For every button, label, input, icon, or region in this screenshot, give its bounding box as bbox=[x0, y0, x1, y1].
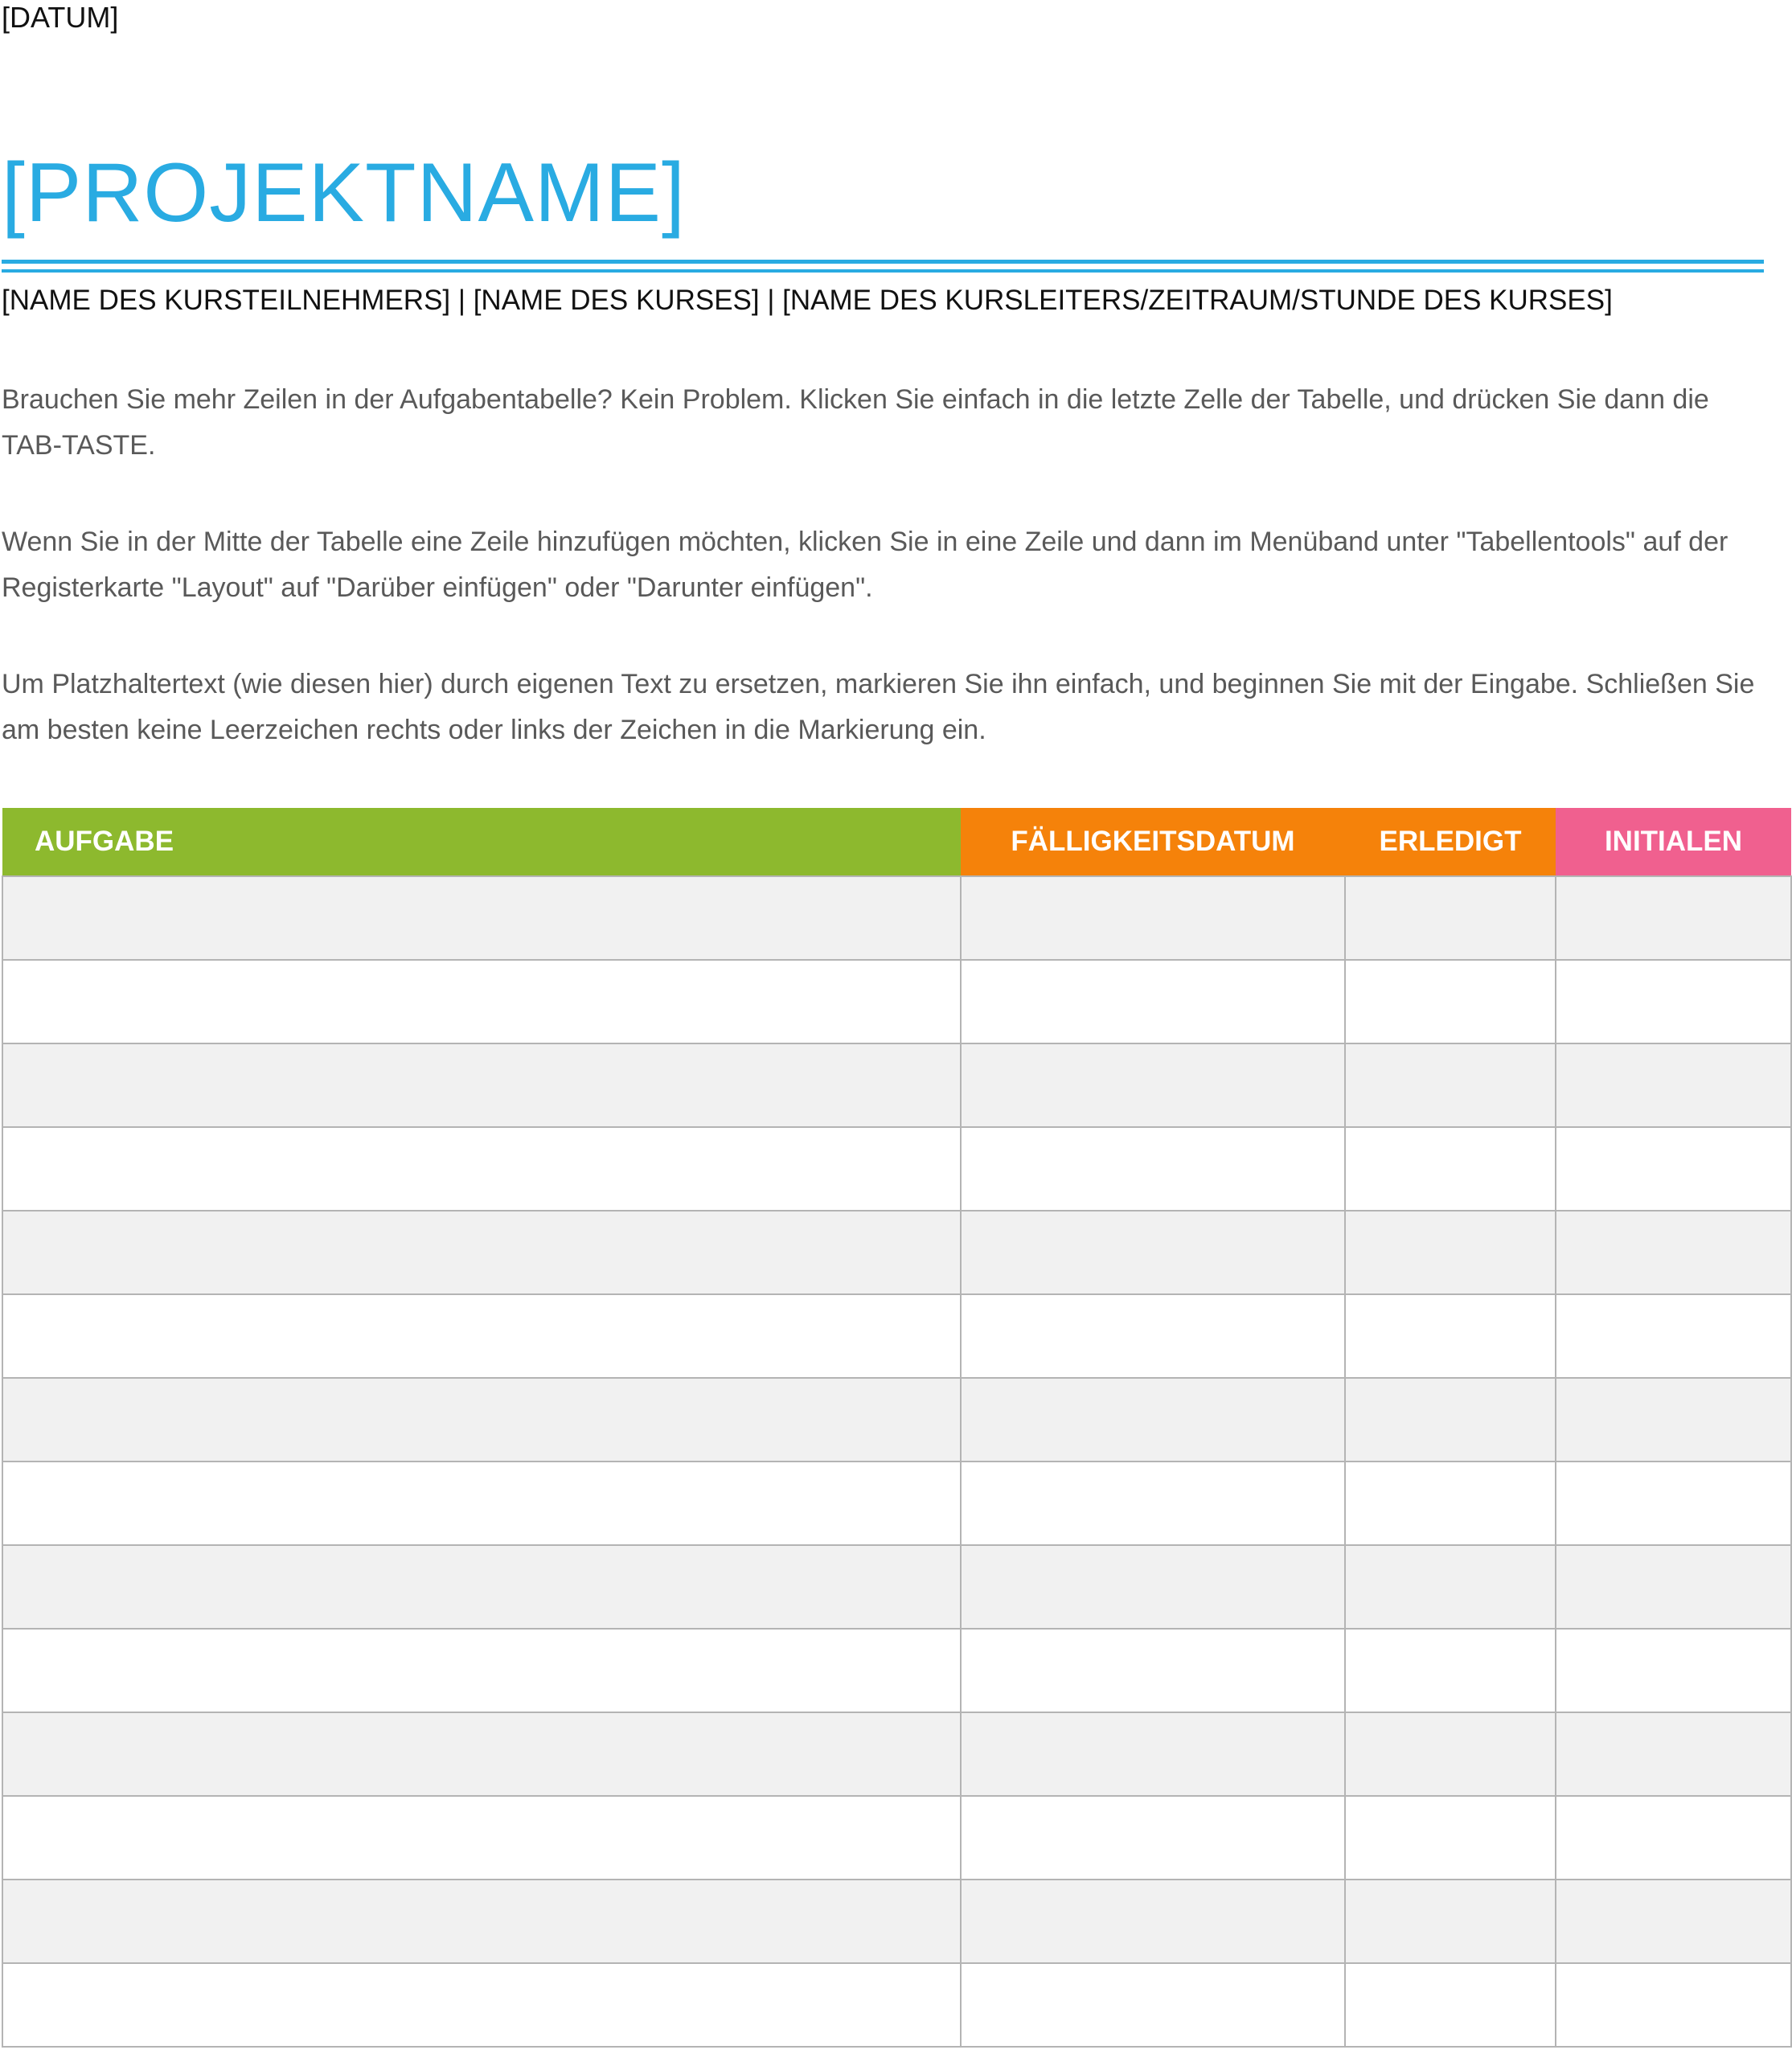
table-row bbox=[2, 1294, 1791, 1378]
table-row bbox=[2, 1712, 1791, 1796]
task-cell[interactable] bbox=[2, 1462, 961, 1545]
table-row bbox=[2, 1880, 1791, 1963]
initials-cell[interactable] bbox=[1556, 960, 1791, 1043]
done-cell[interactable] bbox=[1345, 1127, 1556, 1211]
due-date-cell[interactable] bbox=[961, 1378, 1345, 1462]
task-cell[interactable] bbox=[2, 1712, 961, 1796]
task-cell[interactable] bbox=[2, 1378, 961, 1462]
initials-cell[interactable] bbox=[1556, 1127, 1791, 1211]
table-row bbox=[2, 960, 1791, 1043]
task-cell[interactable] bbox=[2, 1294, 961, 1378]
title-divider-top bbox=[2, 260, 1764, 264]
due-date-cell[interactable] bbox=[961, 1796, 1345, 1880]
task-cell[interactable] bbox=[2, 876, 961, 960]
task-cell[interactable] bbox=[2, 1963, 961, 2047]
due-date-cell[interactable] bbox=[961, 876, 1345, 960]
instruction-paragraph-placeholder-text[interactable]: Um Platzhaltertext (wie diesen hier) durch eigenen Text zu ersetzen, markieren Sie ihn einfach, und beginnen Sie mit der Eingabe. Schließen Sie am besten keine Leerzeichen rechts oder links der Zeichen in die Markierung ein. bbox=[2, 669, 1755, 745]
due-date-cell[interactable] bbox=[961, 1629, 1345, 1712]
due-date-cell[interactable] bbox=[961, 1294, 1345, 1378]
table-row bbox=[2, 876, 1791, 960]
column-header-task: AUFGABE bbox=[2, 808, 961, 876]
initials-cell[interactable] bbox=[1556, 1880, 1791, 1963]
task-cell[interactable] bbox=[2, 1629, 961, 1712]
due-date-cell[interactable] bbox=[961, 1545, 1345, 1629]
table-row bbox=[2, 1378, 1791, 1462]
due-date-cell[interactable] bbox=[961, 1880, 1345, 1963]
initials-cell[interactable] bbox=[1556, 1629, 1791, 1712]
task-cell[interactable] bbox=[2, 1127, 961, 1211]
column-header-done: ERLEDIGT bbox=[1345, 808, 1556, 876]
done-cell[interactable] bbox=[1345, 1043, 1556, 1127]
done-cell[interactable] bbox=[1345, 1294, 1556, 1378]
initials-cell[interactable] bbox=[1556, 1545, 1791, 1629]
initials-cell[interactable] bbox=[1556, 1211, 1791, 1294]
due-date-cell[interactable] bbox=[961, 1127, 1345, 1211]
initials-cell[interactable] bbox=[1556, 1712, 1791, 1796]
column-header-initials: INITIALEN bbox=[1556, 808, 1791, 876]
task-cell[interactable] bbox=[2, 1211, 961, 1294]
done-cell[interactable] bbox=[1345, 1211, 1556, 1294]
initials-cell[interactable] bbox=[1556, 1294, 1791, 1378]
page-title[interactable]: [PROJEKTNAME] bbox=[2, 146, 686, 240]
initials-cell[interactable] bbox=[1556, 1378, 1791, 1462]
done-cell[interactable] bbox=[1345, 1462, 1556, 1545]
initials-cell[interactable] bbox=[1556, 1796, 1791, 1880]
column-header-due-date: FÄLLIGKEITSDATUM bbox=[961, 808, 1345, 876]
due-date-cell[interactable] bbox=[961, 1963, 1345, 2047]
course-info-line[interactable]: [NAME DES KURSTEILNEHMERS] | [NAME DES KURSES] | [NAME DES KURSLEITERS/ZEITRAUM/STUNDE DES KURSES] bbox=[2, 285, 1613, 316]
table-row bbox=[2, 1796, 1791, 1880]
done-cell[interactable] bbox=[1345, 876, 1556, 960]
task-cell[interactable] bbox=[2, 1796, 961, 1880]
initials-cell[interactable] bbox=[1556, 1462, 1791, 1545]
task-cell[interactable] bbox=[2, 960, 961, 1043]
instruction-paragraph-add-rows[interactable]: Brauchen Sie mehr Zeilen in der Aufgabentabelle? Kein Problem. Klicken Sie einfach in die letzte Zelle der Tabelle, und drücken Sie dann die TAB-TASTE. bbox=[2, 384, 1709, 461]
task-cell[interactable] bbox=[2, 1043, 961, 1127]
done-cell[interactable] bbox=[1345, 960, 1556, 1043]
table-row bbox=[2, 1963, 1791, 2047]
title-divider-bottom bbox=[2, 269, 1764, 273]
table-row bbox=[2, 1211, 1791, 1294]
due-date-cell[interactable] bbox=[961, 1211, 1345, 1294]
due-date-cell[interactable] bbox=[961, 1462, 1345, 1545]
done-cell[interactable] bbox=[1345, 1880, 1556, 1963]
done-cell[interactable] bbox=[1345, 1629, 1556, 1712]
initials-cell[interactable] bbox=[1556, 1963, 1791, 2047]
done-cell[interactable] bbox=[1345, 1796, 1556, 1880]
done-cell[interactable] bbox=[1345, 1963, 1556, 2047]
date-placeholder[interactable]: [DATUM] bbox=[2, 1, 119, 34]
due-date-cell[interactable] bbox=[961, 1043, 1345, 1127]
task-table bbox=[2, 808, 1792, 2048]
instruction-paragraph-insert-rows[interactable]: Wenn Sie in der Mitte der Tabelle eine Zeile hinzufügen möchten, klicken Sie in eine Zeile und dann im Menüband unter "Tabellentools" auf der Registerkarte "Layout" auf "Darüber einfügen" oder "Darunter einfügen". bbox=[2, 527, 1728, 603]
due-date-cell[interactable] bbox=[961, 960, 1345, 1043]
done-cell[interactable] bbox=[1345, 1712, 1556, 1796]
table-row bbox=[2, 1629, 1791, 1712]
table-row bbox=[2, 1127, 1791, 1211]
table-row bbox=[2, 1462, 1791, 1545]
task-cell[interactable] bbox=[2, 1545, 961, 1629]
table-row bbox=[2, 1545, 1791, 1629]
initials-cell[interactable] bbox=[1556, 876, 1791, 960]
due-date-cell[interactable] bbox=[961, 1712, 1345, 1796]
task-cell[interactable] bbox=[2, 1880, 961, 1963]
initials-cell[interactable] bbox=[1556, 1043, 1791, 1127]
done-cell[interactable] bbox=[1345, 1378, 1556, 1462]
table-header-row bbox=[2, 808, 1791, 876]
table-row bbox=[2, 1043, 1791, 1127]
done-cell[interactable] bbox=[1345, 1545, 1556, 1629]
